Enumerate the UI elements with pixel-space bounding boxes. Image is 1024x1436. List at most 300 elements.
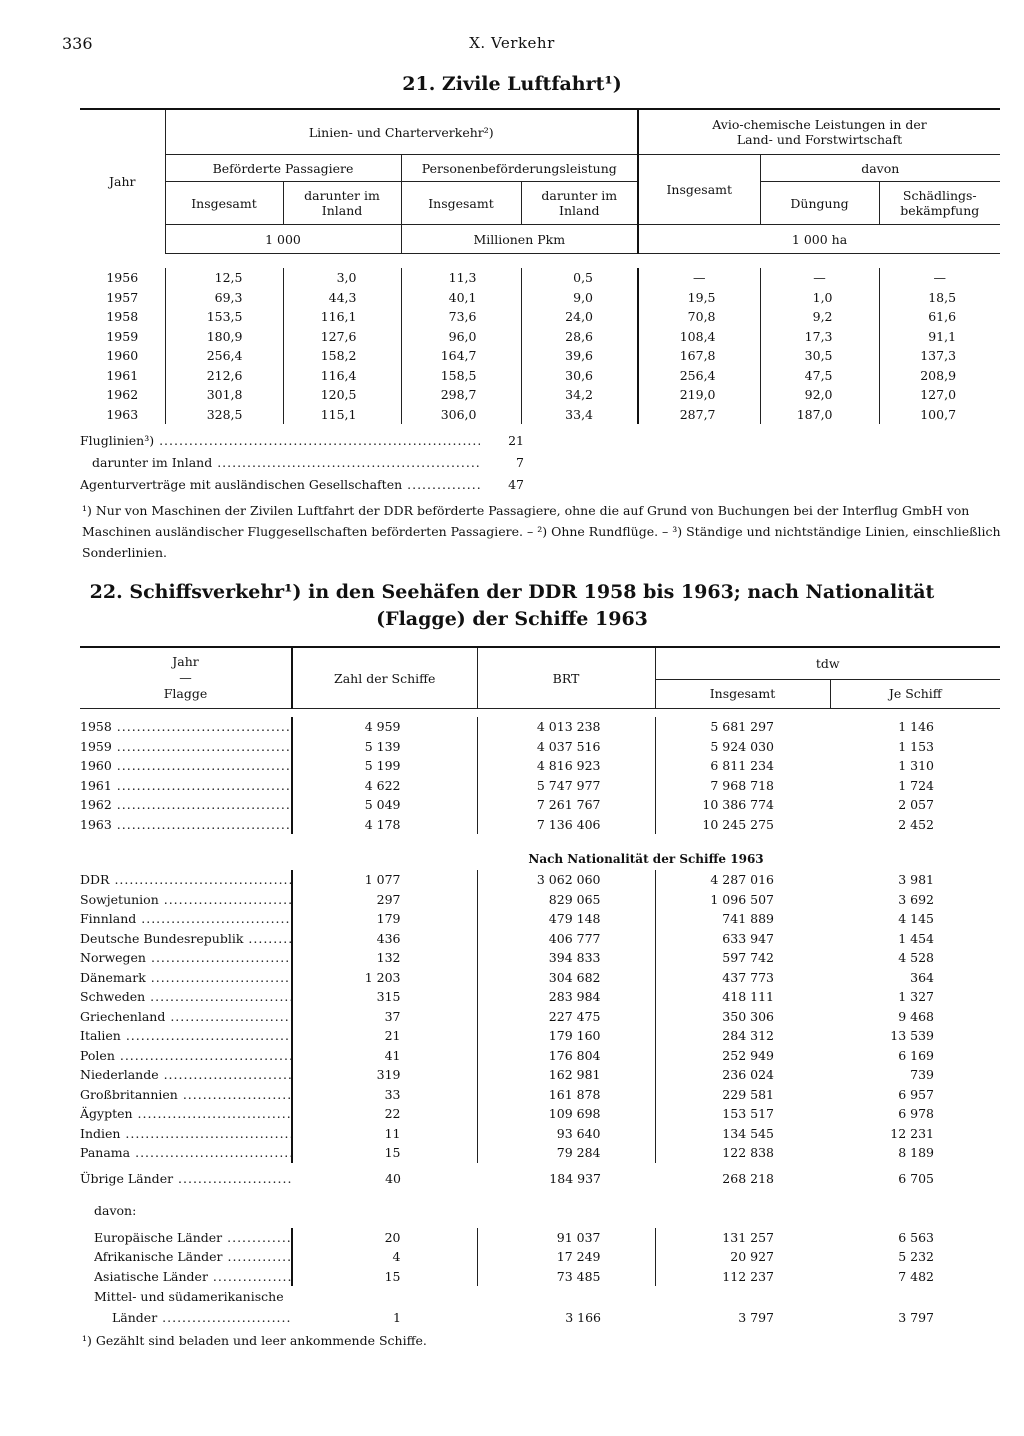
row-label-cell (80, 1085, 292, 1105)
data-cell: 298,7 (401, 385, 521, 405)
data-cell: 127,6 (283, 327, 401, 347)
row-label: Europäische Länder ..... (94, 1230, 291, 1245)
cell-brt: 162 981 (477, 1065, 655, 1085)
cell-tdw-je-schiff: 6 978 (898, 1106, 935, 1122)
header-dash: — (179, 670, 192, 685)
header-tdw-insgesamt: Insgesamt (655, 679, 830, 708)
cell-zahl: 21 (292, 1026, 477, 1046)
data-cell: 3,0 (283, 268, 401, 288)
cell-brt: 304 682 (477, 968, 655, 988)
row-label-cell (80, 1046, 292, 1066)
cell-tdw-je-schiff: 2 057 (898, 797, 935, 813)
row-label-cell (80, 776, 292, 796)
header-jahr-flagge (80, 647, 292, 709)
data-cell: 30,6 (521, 366, 638, 386)
cell-tdw-je-schiff: 3 692 (898, 891, 935, 907)
cell-brt: 7 136 406 (477, 815, 655, 835)
table-22-shipping (80, 646, 1000, 1328)
table-row (80, 1143, 1000, 1163)
cell-tdw-je-schiff: 1 327 (898, 989, 935, 1005)
row-label: Italien ..... (80, 1028, 291, 1043)
row-label-cell (80, 1267, 292, 1287)
row-label-cell (80, 968, 292, 988)
data-cell: 91,1 (879, 327, 1000, 347)
cell-tdw-je-schiff: 6 705 (898, 1171, 935, 1186)
data-cell: 34,2 (521, 385, 638, 405)
cell-tdw-je-schiff: 1 310 (898, 758, 935, 774)
table-21-title: 21. Zivile Luftfahrt¹) (402, 73, 622, 95)
row-label-cell (80, 1228, 292, 1248)
table-row (80, 948, 1000, 968)
row-label: Polen ..... (80, 1048, 291, 1063)
cell-brt: 479 148 (477, 909, 655, 929)
table-row (80, 890, 1000, 910)
row-label-cell (80, 1104, 292, 1124)
cell-zahl: 4 959 (292, 717, 477, 737)
cell-zahl: 4 622 (292, 776, 477, 796)
data-cell: 208,9 (879, 366, 1000, 386)
table-row (80, 795, 1000, 815)
cell-tdw-insgesamt: 268 218 (722, 1171, 774, 1186)
header-davon: davon (760, 155, 1000, 182)
cell-brt: 79 284 (477, 1143, 655, 1163)
row-year: 1958 (106, 309, 139, 325)
row-label-cell (80, 1124, 292, 1144)
data-cell: 158,5 (401, 366, 521, 386)
cell-tdw-je-schiff: 8 189 (898, 1145, 935, 1161)
data-cell: 70,8 (638, 307, 760, 327)
cell-tdw-insgesamt: 3 797 (738, 1309, 774, 1325)
header-avio-insgesamt: Insgesamt (638, 155, 760, 225)
data-cell: 47,5 (760, 366, 879, 386)
data-cell: 39,6 (521, 346, 638, 366)
row-year: 1960 (106, 348, 139, 364)
data-cell: 287,7 (638, 405, 760, 425)
header-flagge: Flagge (163, 686, 208, 701)
table-row (80, 870, 1000, 890)
cell-tdw-insgesamt: 10 386 774 (655, 795, 830, 815)
table-row (80, 909, 1000, 929)
cell-brt: 3 062 060 (477, 870, 655, 890)
row-label-cell (80, 909, 292, 929)
cell-zahl: 41 (292, 1046, 477, 1066)
row-label-cell (80, 1026, 292, 1046)
cell-tdw-je-schiff: 5 232 (898, 1249, 935, 1265)
data-cell: 127,0 (879, 385, 1000, 405)
table-row (80, 1046, 1000, 1066)
table-row (80, 1104, 1000, 1124)
data-cell: 153,5 (165, 307, 283, 327)
table-row (80, 987, 1000, 1007)
data-cell: 19,5 (638, 288, 760, 308)
header-passagiere-inland: darunter im Inland (283, 182, 401, 225)
header-pkm-inland: darunter im Inland (521, 182, 638, 225)
cell-tdw-insgesamt: 741 889 (655, 909, 830, 929)
cell-tdw-insgesamt: 10 245 275 (655, 815, 830, 835)
table-21-footnote: ¹) Nur von Maschinen der Zivilen Luftfahrt der DDR beförderte Passagiere, ohne die auf Grund von Buchungen bei der Interflug GmbH von Maschinen ausländischer Fluggesellschaften beförderten Passagiere. – ²) Ohne Rundflüge. – ³) Ständige und nichtständige Linien, einschließlich Sonderlinien. (82, 503, 1001, 560)
cell-brt: 93 640 (477, 1124, 655, 1144)
cell-tdw-je-schiff: 4 528 (898, 950, 935, 966)
cell-tdw-insgesamt: 112 237 (655, 1267, 830, 1287)
table-row (80, 968, 1000, 988)
row-label: DDR ..... (80, 872, 291, 887)
row-label: 1959 ..... (80, 739, 291, 754)
row-label: Norwegen ..... (80, 950, 291, 965)
table-row (80, 346, 1000, 366)
cell-tdw-je-schiff: 6 563 (898, 1229, 935, 1245)
header-pkm-insgesamt: Insgesamt (401, 182, 521, 225)
header-tdw-je-schiff: Je Schiff (830, 679, 1000, 708)
summary-row (80, 430, 530, 452)
cell-brt: 161 878 (477, 1085, 655, 1105)
data-cell: 158,2 (283, 346, 401, 366)
table-row (80, 1228, 1000, 1248)
table-row (80, 1026, 1000, 1046)
data-cell: 137,3 (879, 346, 1000, 366)
data-cell: 9,0 (521, 288, 638, 308)
data-cell: 120,5 (283, 385, 401, 405)
data-cell: 92,0 (760, 385, 879, 405)
row-label: 1958 ..... (80, 719, 291, 734)
cell-tdw-insgesamt: 5 681 297 (655, 717, 830, 737)
data-cell: 69,3 (165, 288, 283, 308)
cell-brt: 4 013 238 (477, 717, 655, 737)
cell-zahl: 5 139 (292, 737, 477, 757)
table-row (80, 737, 1000, 757)
table-row (80, 1124, 1000, 1144)
cell-zahl: 20 (292, 1228, 477, 1248)
data-cell: 212,6 (165, 366, 283, 386)
cell-tdw-je-schiff: 3 981 (898, 872, 935, 888)
header-avio-chemisch: Avio-chemische Leistungen in der Land- und Forstwirtschaft (638, 109, 1000, 155)
cell-brt: 283 984 (477, 987, 655, 1007)
cell-brt: 91 037 (477, 1228, 655, 1248)
row-label-cell (80, 987, 292, 1007)
data-cell: — (879, 268, 1000, 288)
row-year: 1957 (106, 289, 139, 305)
data-cell: 187,0 (760, 405, 879, 425)
cell-zahl: 15 (292, 1143, 477, 1163)
row-label-cell (80, 890, 292, 910)
cell-brt: 406 777 (477, 929, 655, 949)
cell-zahl: 1 (393, 1309, 401, 1325)
table-row (80, 366, 1000, 386)
cell-brt: 7 261 767 (477, 795, 655, 815)
cell-tdw-insgesamt: 597 742 (655, 948, 830, 968)
cell-brt: 109 698 (477, 1104, 655, 1124)
cell-tdw-insgesamt: 284 312 (655, 1026, 830, 1046)
table-row-mittel (80, 1306, 1000, 1328)
cell-tdw-je-schiff: 1 146 (898, 719, 935, 735)
cell-tdw-insgesamt: 229 581 (655, 1085, 830, 1105)
table-22-years (80, 717, 1000, 834)
section-nationalitaet: Nach Nationalität der Schiffe 1963 (528, 852, 764, 866)
row-label: Afrikanische Länder ..... (94, 1249, 291, 1264)
data-cell: 306,0 (401, 405, 521, 425)
cell-zahl: 4 (292, 1247, 477, 1267)
cell-tdw-je-schiff: 1 454 (898, 930, 935, 946)
summary-value: 7 (516, 455, 524, 470)
data-cell: 256,4 (638, 366, 760, 386)
cell-tdw-insgesamt: 418 111 (655, 987, 830, 1007)
summary-label: Agenturverträge mit ausländischen Gesellschaften ..... (80, 474, 480, 496)
row-label-cell (80, 1247, 292, 1267)
cell-zahl: 11 (292, 1124, 477, 1144)
table-row (80, 776, 1000, 796)
cell-brt: 227 475 (477, 1007, 655, 1027)
row-year: 1959 (106, 328, 139, 344)
header-personenbefoerderung: Personenbeförderungsleistung (401, 155, 638, 182)
cell-zahl: 319 (292, 1065, 477, 1085)
row-label-cell (80, 737, 292, 757)
cell-tdw-je-schiff: 739 (910, 1067, 935, 1083)
cell-tdw-insgesamt: 252 949 (655, 1046, 830, 1066)
table-row (80, 717, 1000, 737)
cell-zahl: 1 077 (292, 870, 477, 890)
table-row (80, 815, 1000, 835)
data-cell: 24,0 (521, 307, 638, 327)
cell-tdw-insgesamt: 1 096 507 (655, 890, 830, 910)
data-cell: 73,6 (401, 307, 521, 327)
cell-zahl: 297 (292, 890, 477, 910)
summary-row (80, 474, 530, 496)
table-row (80, 307, 1000, 327)
row-label: Sowjetunion ..... (80, 892, 291, 907)
header-passagiere-insgesamt: Insgesamt (165, 182, 283, 225)
table-row (80, 405, 1000, 425)
data-cell: 44,3 (283, 288, 401, 308)
row-label: 1962 ..... (80, 797, 291, 812)
cell-tdw-insgesamt: 437 773 (655, 968, 830, 988)
table-row (80, 268, 1000, 288)
cell-brt: 184 937 (549, 1171, 601, 1186)
data-cell: 100,7 (879, 405, 1000, 425)
table-row (80, 1247, 1000, 1267)
cell-tdw-insgesamt: 134 545 (655, 1124, 830, 1144)
cell-tdw-je-schiff: 6 169 (898, 1047, 935, 1063)
data-cell: — (638, 268, 760, 288)
davon-label: davon: (94, 1203, 137, 1218)
summary-row (80, 452, 530, 474)
cell-tdw-insgesamt: 350 306 (655, 1007, 830, 1027)
row-label: Griechenland ..... (80, 1009, 291, 1024)
cell-zahl: 40 (385, 1171, 401, 1186)
row-label: 1960 ..... (80, 758, 291, 773)
table-22-countries (80, 870, 1000, 1163)
row-label-cell (80, 756, 292, 776)
data-cell: 108,4 (638, 327, 760, 347)
row-label: Schweden ..... (80, 989, 291, 1004)
data-cell: 17,3 (760, 327, 879, 347)
table-row (80, 1267, 1000, 1287)
cell-brt: 4 037 516 (477, 737, 655, 757)
data-cell: 116,1 (283, 307, 401, 327)
row-label: Dänemark ..... (80, 970, 291, 985)
header-duengung: Düngung (760, 182, 879, 225)
table-21-body (80, 268, 1000, 424)
table-22-title-line1: 22. Schiffsverkehr¹) in den Seehäfen der DDR 1958 bis 1963; nach Nationalität (89, 581, 935, 603)
data-cell: 9,2 (760, 307, 879, 327)
table-row-uebrige (80, 1168, 1000, 1190)
data-cell: 0,5 (521, 268, 638, 288)
data-cell: 33,4 (521, 405, 638, 425)
cell-zahl: 37 (292, 1007, 477, 1027)
header-jahr: Jahr (172, 654, 199, 669)
cell-tdw-insgesamt: 5 924 030 (655, 737, 830, 757)
cell-tdw-je-schiff: 13 539 (890, 1028, 935, 1044)
cell-zahl: 5 199 (292, 756, 477, 776)
row-label: Länder ..... (112, 1310, 292, 1325)
row-label-cell (80, 948, 292, 968)
data-cell: 40,1 (401, 288, 521, 308)
table-21-civil-aviation (80, 108, 1000, 424)
table-22-footnote: ¹) Gezählt sind beladen und leer ankommende Schiffe. (82, 1333, 427, 1348)
cell-tdw-insgesamt: 131 257 (655, 1228, 830, 1248)
row-label-cell (80, 1065, 292, 1085)
cell-brt: 394 833 (477, 948, 655, 968)
row-label-cell (80, 870, 292, 890)
chapter-heading: X. Verkehr (469, 34, 555, 52)
row-year: 1961 (106, 367, 139, 383)
cell-tdw-insgesamt: 20 927 (655, 1247, 830, 1267)
cell-zahl: 15 (292, 1267, 477, 1287)
table-row (80, 1007, 1000, 1027)
cell-tdw-je-schiff: 2 452 (898, 816, 935, 832)
cell-zahl: 436 (292, 929, 477, 949)
data-cell: 30,5 (760, 346, 879, 366)
table-22-davon (80, 1228, 1000, 1287)
cell-brt: 176 804 (477, 1046, 655, 1066)
table-row (80, 929, 1000, 949)
cell-zahl: 132 (292, 948, 477, 968)
unit-millionen-pkm: Millionen Pkm (401, 225, 638, 254)
cell-brt: 17 249 (477, 1247, 655, 1267)
unit-tausend: 1 000 (165, 225, 401, 254)
row-year: 1963 (106, 406, 139, 422)
cell-tdw-je-schiff: 9 468 (898, 1008, 935, 1024)
table-row (80, 756, 1000, 776)
row-year: 1962 (106, 387, 139, 403)
cell-tdw-je-schiff: 3 797 (898, 1309, 935, 1325)
row-label: Ägypten ..... (80, 1106, 291, 1121)
header-schaedlingsbekaempfung: Schädlings- bekämpfung (879, 182, 1000, 225)
cell-tdw-je-schiff: 12 231 (890, 1125, 935, 1141)
cell-zahl: 22 (292, 1104, 477, 1124)
header-befoerderte-passagiere: Beförderte Passagiere (165, 155, 401, 182)
cell-tdw-je-schiff: 6 957 (898, 1086, 935, 1102)
cell-brt: 3 166 (565, 1309, 601, 1325)
data-cell: 12,5 (165, 268, 283, 288)
row-label-cell (80, 795, 292, 815)
cell-tdw-insgesamt: 4 287 016 (655, 870, 830, 890)
row-label: Großbritannien ..... (80, 1087, 291, 1102)
summary-label: darunter im Inland ..... (92, 452, 480, 474)
cell-tdw-je-schiff: 1 724 (898, 777, 935, 793)
row-label-cell (80, 929, 292, 949)
row-label: 1963 ..... (80, 817, 291, 832)
row-label: Panama ..... (80, 1145, 291, 1160)
cell-tdw-je-schiff: 7 482 (898, 1268, 935, 1284)
table-row (80, 385, 1000, 405)
unit-tausend-ha: 1 000 ha (638, 225, 1000, 254)
data-cell: 28,6 (521, 327, 638, 347)
row-label-cell (80, 1007, 292, 1027)
data-cell: 116,4 (283, 366, 401, 386)
row-year: 1956 (106, 270, 139, 286)
summary-label: Fluglinien³) ..... (80, 430, 480, 452)
data-cell: 11,3 (401, 268, 521, 288)
data-cell: 167,8 (638, 346, 760, 366)
row-label-cell (80, 717, 292, 737)
data-cell: 96,0 (401, 327, 521, 347)
cell-tdw-insgesamt: 122 838 (655, 1143, 830, 1163)
table-row (80, 1085, 1000, 1105)
row-label: Indien ..... (80, 1126, 291, 1141)
data-cell: 256,4 (165, 346, 283, 366)
row-label: Asiatische Länder ..... (94, 1269, 291, 1284)
cell-tdw-insgesamt: 236 024 (655, 1065, 830, 1085)
mittel-label-line1: Mittel- und südamerikanische (94, 1288, 284, 1304)
summary-value: 21 (508, 433, 524, 448)
cell-zahl: 33 (292, 1085, 477, 1105)
page-number: 336 (62, 34, 93, 53)
table-row (80, 288, 1000, 308)
header-zahl-schiffe: Zahl der Schiffe (292, 647, 477, 709)
cell-zahl: 1 203 (292, 968, 477, 988)
cell-tdw-je-schiff: 364 (910, 969, 935, 985)
cell-tdw-insgesamt: 633 947 (655, 929, 830, 949)
row-label: Niederlande ..... (80, 1067, 291, 1082)
data-cell: 61,6 (879, 307, 1000, 327)
cell-zahl: 179 (292, 909, 477, 929)
data-cell: 1,0 (760, 288, 879, 308)
data-cell: 301,8 (165, 385, 283, 405)
data-cell: 164,7 (401, 346, 521, 366)
data-cell: — (760, 268, 879, 288)
row-label: Übrige Länder ..... (80, 1171, 292, 1186)
header-tdw: tdw (655, 647, 1000, 679)
header-linien-charter: Linien- und Charterverkehr²) (165, 109, 638, 155)
cell-brt: 829 065 (477, 890, 655, 910)
header-jahr: Jahr (80, 109, 165, 254)
header-brt: BRT (477, 647, 655, 709)
cell-zahl: 5 049 (292, 795, 477, 815)
cell-zahl: 4 178 (292, 815, 477, 835)
row-label: Finnland ..... (80, 911, 291, 926)
cell-tdw-je-schiff: 4 145 (898, 911, 935, 927)
cell-brt: 73 485 (477, 1267, 655, 1287)
row-label-cell (80, 815, 292, 835)
data-cell: 328,5 (165, 405, 283, 425)
cell-brt: 4 816 923 (477, 756, 655, 776)
cell-zahl: 315 (292, 987, 477, 1007)
row-label-cell (80, 1143, 292, 1163)
cell-tdw-insgesamt: 7 968 718 (655, 776, 830, 796)
cell-tdw-je-schiff: 1 153 (898, 738, 935, 754)
data-cell: 115,1 (283, 405, 401, 425)
cell-brt: 5 747 977 (477, 776, 655, 796)
cell-tdw-insgesamt: 6 811 234 (655, 756, 830, 776)
cell-brt: 179 160 (477, 1026, 655, 1046)
summary-value: 47 (508, 477, 524, 492)
table-row (80, 327, 1000, 347)
data-cell: 180,9 (165, 327, 283, 347)
data-cell: 219,0 (638, 385, 760, 405)
row-label: 1961 ..... (80, 778, 291, 793)
table-row (80, 1065, 1000, 1085)
data-cell: 18,5 (879, 288, 1000, 308)
cell-tdw-insgesamt: 153 517 (655, 1104, 830, 1124)
